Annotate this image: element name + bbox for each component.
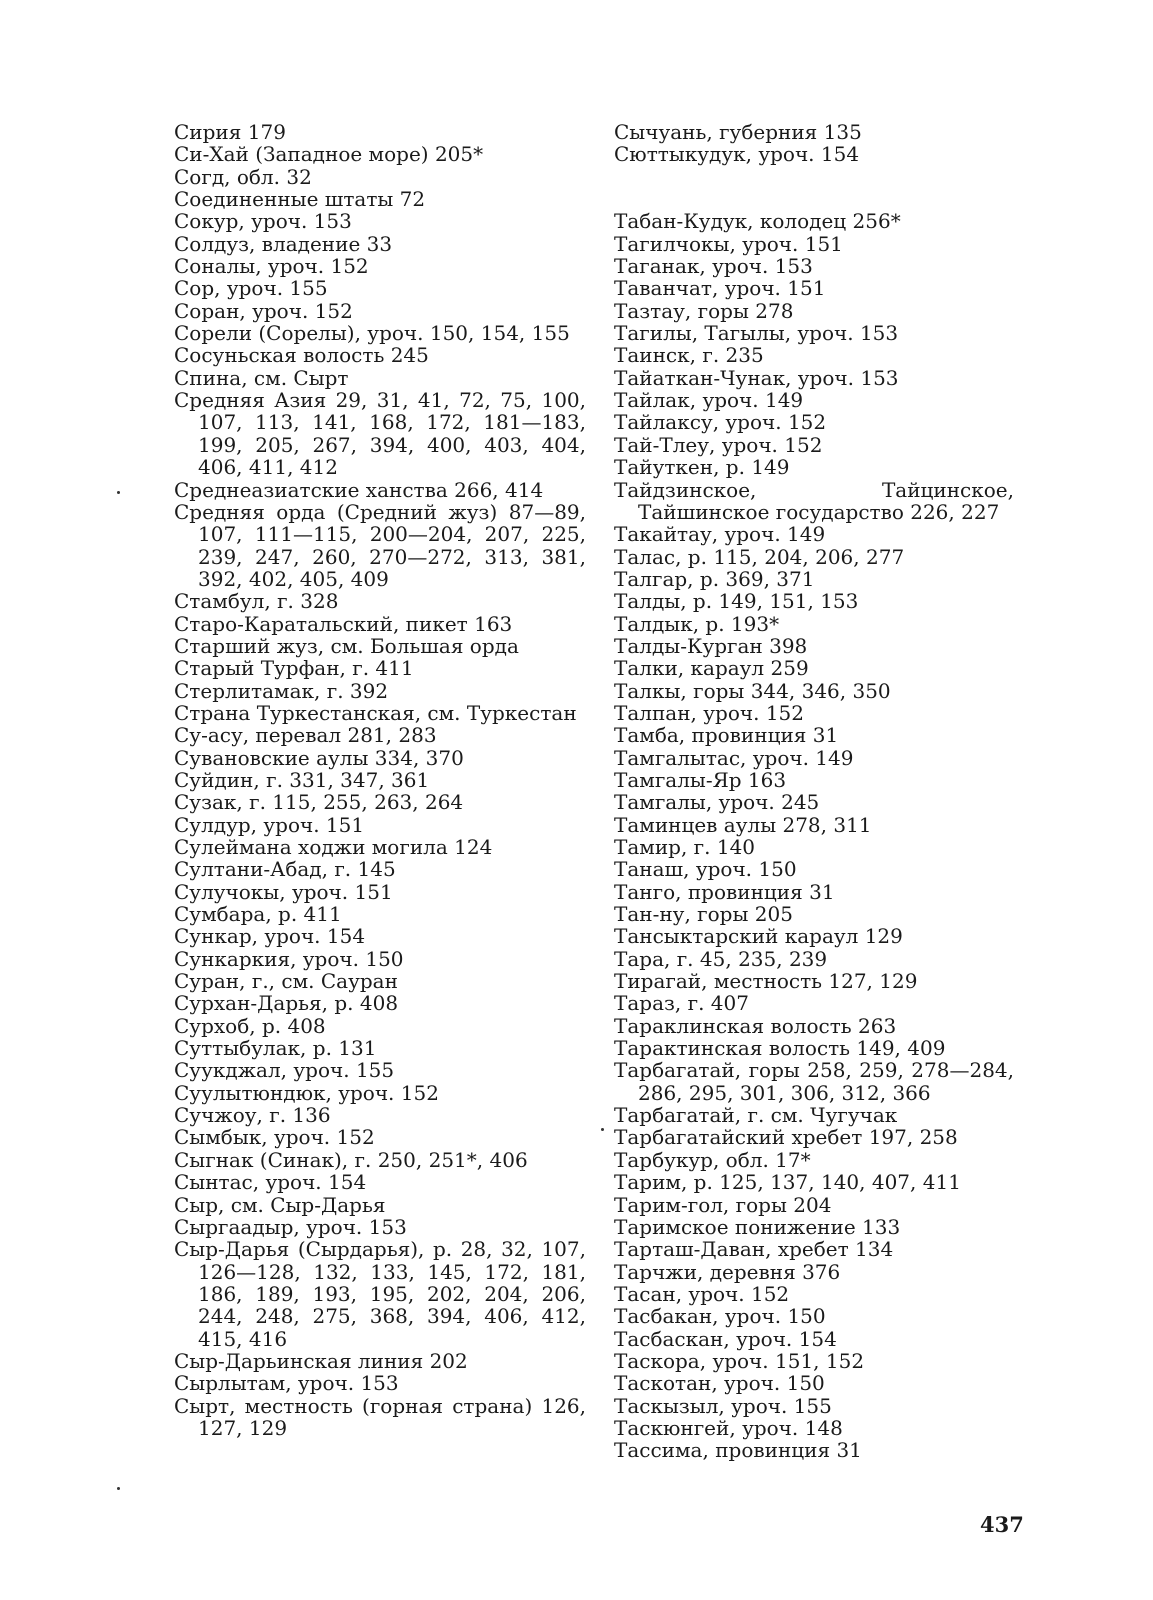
index-entry: Тарим, р. 125, 137, 140, 407, 411 (614, 1170, 961, 1195)
index-entry: Талас, р. 115, 204, 206, 277 (614, 544, 905, 569)
index-entry: Средняя орда (Средний жуз) 87—89, 107, 111—115, 200—204, 207, 225, 239, 247, 260, 270—272, 313, 381, 392, 402, 405, 409 (174, 499, 586, 591)
index-entry: Такайтау, уроч. 149 (614, 522, 826, 547)
index-entry: Суттыбулак, р. 131 (174, 1036, 377, 1061)
index-entry: Тайаткан-Чунак, уроч. 153 (614, 365, 899, 390)
index-entry: Сулеймана ходжи могила 124 (174, 835, 493, 859)
index-entry: Тайлак, уроч. 149 (614, 388, 804, 413)
index-entry: Тассима, провинция 31 (614, 1438, 862, 1463)
index-entry: Сор, уроч. 155 (174, 276, 328, 301)
index-entry: Танаш, уроч. 150 (614, 857, 797, 882)
index-column-right (614, 121, 1014, 1462)
index-entry: Соединенные штаты 72 (174, 187, 426, 212)
index-entry: Тазтау, горы 278 (614, 298, 794, 323)
index-entry: Старо-Каратальский, пикет 163 (174, 611, 513, 636)
index-entry: Сыр-Дарья (Сырдарья), р. 28, 32, 107, 126—128, 132, 133, 145, 172, 181, 186, 189, 193, 195, 202, 204, 206, 244, 248, 275, 368, 394, 406, 412, 415, 416 (174, 1237, 586, 1351)
index-entry: Тарчжи, деревня 376 (614, 1259, 841, 1284)
index-entry: Сымбык, уроч. 152 (174, 1125, 375, 1150)
index-entry: Тагилчокы, уроч. 151 (614, 231, 843, 256)
index-entry: Средняя Азия 29, 31, 41, 72, 75, 100, 107, 113, 141, 168, 172, 181—183, 199, 205, 267, 394, 400, 403, 404, 406, 411, 412 (174, 388, 586, 480)
page-number: 437 (980, 1512, 1024, 1537)
index-entry: Тамба, провинция 31 (614, 723, 839, 748)
index-entry: Сыргаадыр, уроч. 153 (174, 1214, 407, 1239)
index-entry: Таинск, г. 235 (614, 343, 764, 368)
index-entry: Таминцев аулы 278, 311 (614, 812, 872, 837)
index-entry: Тайлаксу, уроч. 152 (614, 410, 827, 435)
index-entry: Сучжоу, г. 136 (174, 1103, 331, 1128)
index-entry: Сюттыкудук, уроч. 154 (614, 142, 860, 167)
index-entry: Тасбакан, уроч. 150 (614, 1304, 826, 1329)
index-entry: Тарбагатайский хребет 197, 258 (614, 1125, 958, 1150)
letter-section-gap (614, 166, 1014, 211)
index-entry: Тараклинская волость 263 (614, 1013, 897, 1038)
index-entry: Сумбара, р. 411 (174, 902, 342, 927)
index-entry: Согд, обл. 32 (174, 164, 312, 189)
index-entry: Талды-Курган 398 (614, 633, 808, 658)
index-entry: Сычуань, губерния 135 (614, 120, 862, 144)
index-entry: Тамир, г. 140 (614, 835, 756, 859)
index-entry: Танго, провинция 31 (614, 879, 835, 904)
index-entry: Старый Турфан, г. 411 (174, 656, 414, 681)
index-entry: Сулучокы, уроч. 151 (174, 879, 393, 904)
index-entry: Старший жуз, см. Большая орда (174, 633, 519, 658)
index-entry: Султани-Абад, г. 145 (174, 857, 396, 882)
index-entry: Солдуз, владение 33 (174, 231, 393, 256)
index-entry: Суйдин, г. 331, 347, 361 (174, 767, 430, 792)
index-entry: Сузак, г. 115, 255, 263, 264 (174, 790, 464, 815)
index-entry: Су-асу, перевал 281, 283 (174, 723, 437, 748)
index-entry: Стерлитамак, г. 392 (174, 678, 389, 703)
index-entry: Талды, р. 149, 151, 153 (614, 589, 859, 614)
index-entry: Тара, г. 45, 235, 239 (614, 946, 828, 971)
index-entry: Таскызыл, уроч. 155 (614, 1393, 832, 1418)
index-entry: Талгар, р. 369, 371 (614, 566, 815, 591)
index-entry: Талкы, горы 344, 346, 350 (614, 678, 891, 703)
index-entry: Тасан, уроч. 152 (614, 1281, 790, 1306)
index-entry: Тарбукур, обл. 17* (614, 1147, 811, 1172)
index-entry: Талдык, р. 193* (614, 611, 780, 636)
index-entry: Среднеазиатские ханства 266, 414 (174, 477, 544, 502)
index-entry: Сирия 179 (174, 120, 286, 144)
index-entry: Сырт, местность (горная страна) 126, 127, 129 (174, 1393, 586, 1440)
index-entry: Спина, см. Сырт (174, 365, 349, 390)
index-entry: Таскотан, уроч. 150 (614, 1371, 825, 1396)
index-entry: Сувановские аулы 334, 370 (174, 745, 464, 770)
index-entry: Талпан, уроч. 152 (614, 700, 804, 725)
index-entry: Тамгалы, уроч. 245 (614, 790, 820, 815)
index-entry: Сорели (Сорелы), уроч. 150, 154, 155 (174, 321, 570, 346)
index-entry: Сыр, см. Сыр-Дарья (174, 1192, 386, 1217)
index-entry: Тарбагатай, г. см. Чугучак (614, 1103, 898, 1128)
index-entry: Таримское понижение 133 (614, 1214, 901, 1239)
index-entry: Страна Туркестанская, см. Туркестан (174, 700, 577, 725)
index-entry: Сынтас, уроч. 154 (174, 1170, 367, 1195)
index-entry: Сыгнак (Синак), г. 250, 251*, 406 (174, 1147, 528, 1172)
index-entry: Соналы, уроч. 152 (174, 254, 369, 279)
index-entry: Тайдзинское, Тайцинское, Тайшинское государство 226, 227 (614, 477, 1014, 524)
index-entry: Тарим-гол, горы 204 (614, 1192, 832, 1217)
index-entry: Сосуньская волость 245 (174, 343, 429, 368)
index-entry: Таскюнгей, уроч. 148 (614, 1415, 843, 1440)
index-entry: Тансыктарский караул 129 (614, 924, 903, 949)
index-entry: Тагилы, Тагылы, уроч. 153 (614, 321, 899, 346)
print-speck (117, 1487, 120, 1490)
index-entry: Тараз, г. 407 (614, 991, 749, 1016)
index-entry: Сокур, уроч. 153 (174, 209, 352, 234)
index-entry: Сункаркия, уроч. 150 (174, 946, 404, 971)
index-entry: Тарташ-Даван, хребет 134 (614, 1237, 894, 1262)
index-entry: Сырлытам, уроч. 153 (174, 1371, 399, 1396)
index-entry: Соран, уроч. 152 (174, 298, 353, 323)
index-entry: Сурхан-Дарья, р. 408 (174, 991, 399, 1016)
index-entry: Тамгалы-Яр 163 (614, 767, 787, 792)
index-entry: Таганак, уроч. 153 (614, 254, 813, 279)
index-entry: Тасбаскан, уроч. 154 (614, 1326, 837, 1351)
index-entry: Сулдур, уроч. 151 (174, 812, 365, 837)
index-entry: Суран, г., см. Сауран (174, 969, 398, 994)
index-entry: Тайуткен, р. 149 (614, 455, 790, 480)
index-entry: Си-Хай (Западное море) 205* (174, 142, 484, 167)
index-entry: Таскора, уроч. 151, 152 (614, 1348, 865, 1373)
index-column-left (174, 121, 586, 1439)
print-speck (117, 491, 120, 494)
print-speck (601, 1128, 604, 1131)
index-entry: Тарактинская волость 149, 409 (614, 1036, 946, 1061)
index-entry: Табан-Кудук, колодец 256* (614, 209, 901, 234)
index-entry: Суукджал, уроч. 155 (174, 1058, 395, 1083)
index-entry: Тан-ну, горы 205 (614, 902, 793, 927)
index-entry: Таванчат, уроч. 151 (614, 276, 826, 301)
index-entry: Тирагай, местность 127, 129 (614, 969, 918, 994)
index-entry: Сыр-Дарьинская линия 202 (174, 1348, 468, 1373)
index-entry: Стамбул, г. 328 (174, 589, 339, 614)
index-entry: Тамгалытас, уроч. 149 (614, 745, 854, 770)
index-entry: Талки, караул 259 (614, 656, 809, 681)
index-entry: Суулытюндюк, уроч. 152 (174, 1080, 439, 1105)
index-entry: Тай-Тлеу, уроч. 152 (614, 432, 823, 457)
index-entry: Сункар, уроч. 154 (174, 924, 366, 949)
index-entry: Сурхоб, р. 408 (174, 1013, 326, 1038)
index-entry: Тарбагатай, горы 258, 259, 278—284, 286, 295, 301, 306, 312, 366 (614, 1058, 1014, 1105)
